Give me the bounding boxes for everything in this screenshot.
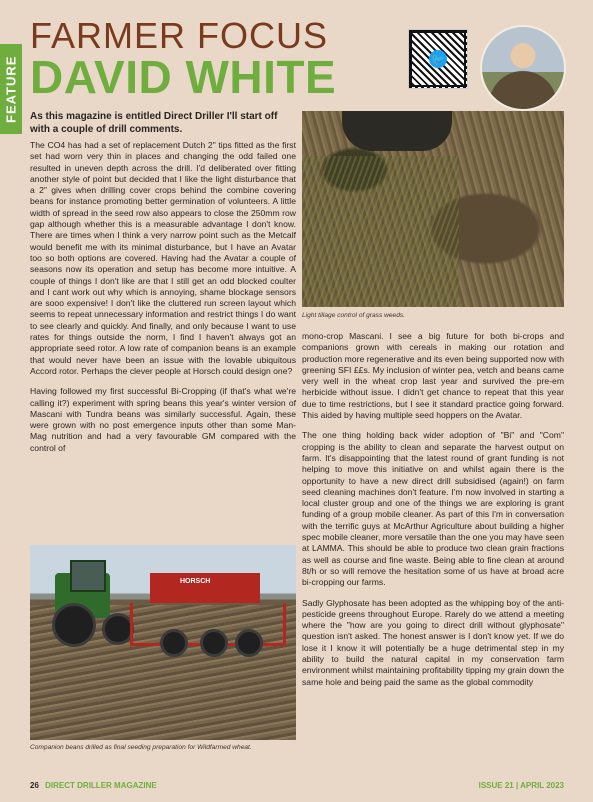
page-footer xyxy=(30,781,564,790)
paragraph: The CO4 has had a set of replacement Dutch 2" tips fitted as the first set had worn very thin in places and changing the odd failed one resulted in uneven depth across the drill. I'd deliberated over fitting another style of point but decided that I like the light disturbance that a 2" gives when drilling cover crops behind the combine covering beans for instance promoting better germination of volunteers. A little width of spread in the seed row also appears to close the 250mm row gap although whether this is a measurable advantage I don't know. There are times when I think a very narrow point such as the Metcalf would benefit me with its minimal disturbance, but I have an Avatar too so both options are covered. Having had the Avatar a couple of seasons now its operation and setup has become more intuitive. A couple of things I don't like are that I still get an odd blocked coulter and I cant work out why which is annoying, shame blockage sensors are sooo expensive! I don't like the cluttered run screen layout which seems to repeat unnecessary information and restrict things I do want to see clearly and quickly. And finally, and only because I want to use rates for things outside the norm, I find I haven't always got an appropriate seed rotor. A low rate of companion beans is an example that would never have been an issue with the lovable ubiquitous Accord rotor. Perhaps the clever people at Horsch could design one? xyxy=(30,140,296,376)
tractor-drill-photo xyxy=(30,545,296,740)
column-title: FARMER FOCUS xyxy=(30,15,329,56)
page-number: 26 xyxy=(30,781,39,790)
drill-brand-label: HORSCH xyxy=(180,578,211,585)
paragraph: The one thing holding back wider adoption of "Bi" and "Com" cropping is the ability to clean and separate the harvest output on farm. It's disappointing that the latest round of grant funding is not helping to move this initiative on and whilst again there is the opportunity to have a new direct drill subsidised (again!) on farm seed cleaning machines don't feature. I'm now involved in starting a local cluster group and one of the things we are exploring is grant funding of a group mobile cleaner. As part of this I'm in conversation with the terrific guys at McArthur Agriculture about building a higher spec mobile cleaner, more versatile than the one you may have seen at LAMMA. This should be able to produce two clean grain fractions as well as course and fine waste. Being able to fine clean at around 8t/h or so will remove the hesitation some of us have at broad acre bi-cropping our farms. xyxy=(302,430,564,588)
issue-label: ISSUE 21 | APRIL 2023 xyxy=(478,781,564,790)
author-name: DAVID WHITE xyxy=(30,51,337,103)
paragraph: Sadly Glyphosate has been adopted as the whipping boy of the anti-pesticide greens throughout Europe. Rarely do we attend a meeting where the "how are you going to direct drill without glyphosate" question isn't asked. The honest answer is I don't know yet. If we do lose it I know it will potentially be a huge detrimental step in my ability to build the natural capital in my conservation farm environment whilst maintaining profitability tipping my grain down the same hole and being paid the same as the global commodity xyxy=(302,597,564,687)
twitter-icon: 🐦 xyxy=(429,50,447,68)
magazine-name: DIRECT DRILLER MAGAZINE xyxy=(45,781,157,790)
author-photo xyxy=(480,25,566,111)
intro-text: As this magazine is entitled Direct Driller I'll start off with a couple of drill comments. xyxy=(30,111,278,135)
field-photo xyxy=(302,111,564,307)
photo-caption: Light tillage control of grass weeds. xyxy=(302,312,405,319)
left-column xyxy=(30,140,296,463)
photo-caption: Companion beans drilled as final seeding preparation for Wildfarmed wheat. xyxy=(30,744,252,751)
section-tab: FEATURE xyxy=(0,44,22,134)
right-column xyxy=(302,331,564,697)
paragraph: mono-crop Mascani. I see a big future for both bi-crops and companions grown with cereals in making our rotation and production more regenerative and its even being supported now with greening SFI ££s. My inclusion of winter pea, vetch and beans came very well in the wheat crop last year and survived the pre-em herbicide without issue. I didn't get chance to repeat that this year due to time restrictions, but I see it standard practice going forward. This aided by having multiple seed hoppers on the Avatar. xyxy=(302,331,564,421)
paragraph: Having followed my first successful Bi-Cropping (if that's what we're calling it?) experiment with spring beans this year's winter version of Mascani with Tundra beans was similarly successful. Again, these were grown with no post emergence inputs other than some Man-Mag nutrition and had a very favourable GM compared with the control of xyxy=(30,386,296,453)
qr-code-icon[interactable] xyxy=(408,29,468,89)
